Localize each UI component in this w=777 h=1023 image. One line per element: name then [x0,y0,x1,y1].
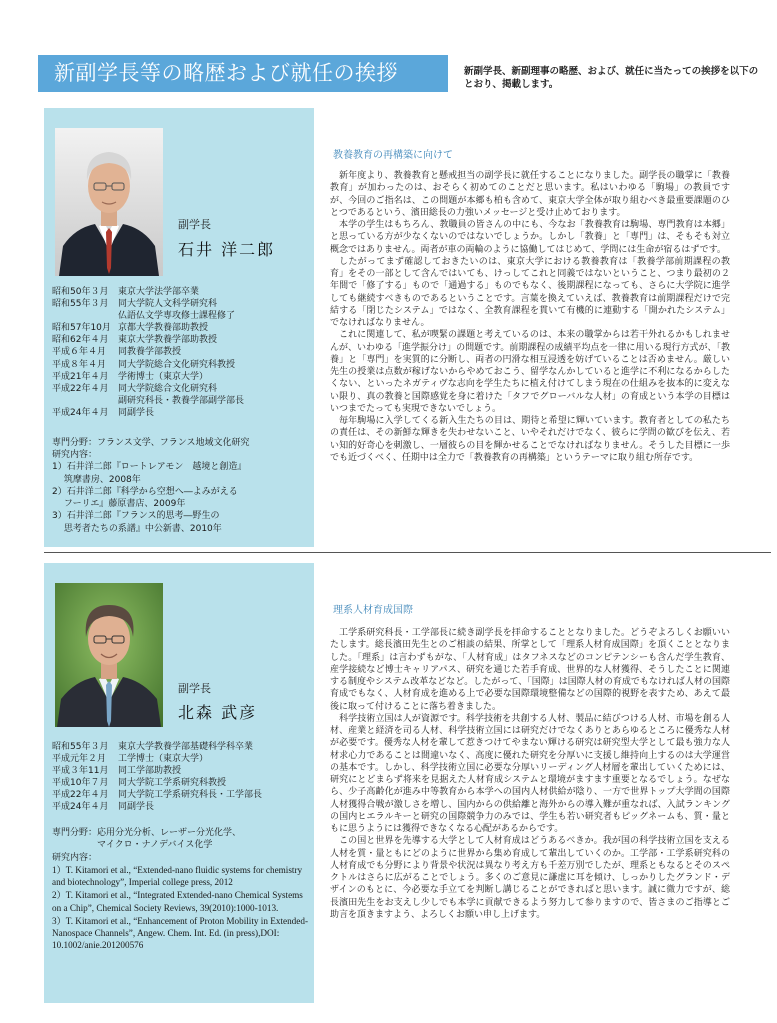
greeting-body-2 [330,627,730,1007]
career-text: 同教養学部教授 [118,347,182,358]
research-label: 研究内容： [52,853,98,863]
career-date [52,310,118,322]
career-row [52,765,262,777]
paragraph: これに関連して、私が喫緊の課題と考えているのは、本来の職掌からは若干外れるかもしれませんが、いわゆる「進学振分け」の問題です。前期課程の成績平均点を一律に用いる現行方式が、「教養」と「専門」を実質的に分断し、両者の円滑な相互浸透を妨げていることは否めません。厳しい先生の授業は点数が稼げないからやめておこう、留学なんかしていると進学に不利になるからしたくない、といったネガティヴな志向を学生たちに植え付けてしまう現在の仕組みを抜本的に変えない限り、真の教養と国際感覚を身に着けた「タフでグローバルな人材」の育成という本学の目標はいつまでたっても実現できないでしょう。 [330,330,730,414]
career-text: 東京大学教養学部基礎科学科卒業 [118,742,254,752]
research-item: 3）石井洋二郎『フランス的思考―野生の 思考者たちの系譜』中公新書、2010年 [52,511,222,534]
career-date [52,395,118,407]
career-date: 昭和62年４月 [52,335,109,346]
career-row [52,286,244,298]
career-date: 昭和57年10月 [52,323,111,334]
career-row [52,383,244,395]
career-text: 同大学院総合文化研究科 [118,383,218,394]
paragraph: 本学の学生はもちろん、教職員の皆さんの中にも、今なお「教養教育は駒場、専門教育は本郷」と思っている方が少なくないのではないでしょうか。しかし「教養」と「専門」は、そもそも対立概念ではありません。両者が車の両輪のように協働してはじめて、学問には生命が宿るはずです。 [330,220,730,255]
research-item: 1）石井洋二郎『ロートレアモン 越境と創造』 筑摩書房、2008年 [52,462,247,485]
research-item: 3）T. Kitamori et al., “Enhancement of Proton Mobility in Extended-Nanospace Channels”, Angew. Chem. Int. Ed. (in press),DOI: 10.1002/anie.201200576 [52,915,308,950]
research-item: 2）石井洋二郎『科学から空想へ―よみがえる フーリエ』藤原書店、2009年 [52,486,238,510]
career-date: 平成６年４月 [52,347,107,358]
profile-panel-kitamori [44,563,314,1003]
career-text: 同副学長 [118,802,155,813]
career-row [52,777,262,789]
career-row [52,741,262,753]
career-text: 学術博士（東京大学） [118,371,209,382]
research-item: 2）T. Kitamori et al., “Integrated Extended-nano Chemical Systems on a Chip”, Chemical Society Reviews, 39(2010):1000-1013. [52,890,303,913]
career-row [52,801,262,813]
field-of-study: 専門分野：応用分光分析、レーザー分光化学、 マイクロ・ナノデバイス化学 [52,828,242,851]
section-title-2: 理系人材育成国際 [333,605,413,616]
profile-role: 副学長 [178,682,211,695]
profile-role: 副学長 [178,218,211,231]
career-date: 昭和55年３月 [52,742,109,752]
profile-panel-ishii [44,108,314,547]
career-text: 同副学長 [118,407,155,418]
career-row [52,310,244,322]
career-date: 平成元年２月 [52,754,107,765]
portrait-photo-ishii [55,128,163,276]
career-row [52,346,244,358]
career-row [52,371,244,383]
career-text: 同大学院人文科学研究科 [118,299,218,310]
career-text: 東京大学教養学部助教授 [118,335,218,346]
career-date: 平成21年４月 [52,371,109,382]
research-list [52,852,308,952]
paragraph: したがってまず確認しておきたいのは、東京大学における教養教育は「教養学部前期課程の教育」をその一部として含んではいても、けっしてこれと同義ではないということ、つまり最初の２年間で「修了する」もので「通過する」ものでもなく、後期課程になっても、さらに大学院に進学しても継続すべきものであるということです。言葉を換えていえば、教養教育は前期課程だけで完結する「閉じたシステム」ではなく、全教育課程を貫いて有機的に連動する「開かれたシステム」でなければなりません。 [330,256,730,328]
paragraph: 科学技術立国は人が資源です。科学技術を共創する人材、製品に結びつける人材、市場を創る人材、産業と経済を司る人材、科学技術立国には研究だけでなくありとあらゆるところに優秀な人材が必要です。優秀な人材を輩して惹きつけてやまない輝ける研究は研究型大学として最も強力な人材求心力であることは間違いなく、高度に優れた研究を分厚いに支援し維持向上するのは大学運営の基本です。しかし、科学技術立国に必要な分厚いリーディング人材層を輩出していくためには、研究にとどまらず将来を見据えた人材育成システムと環境がますます重要となるでしょう。なぜなら、少子高齢化が進み中等教育から本学への国内人材供給が陰り、一方で世界トップ大学間の国際人材獲得合戦が激しさを増し、国内からの供給離と海外からの導入難が重なれば、入試ランキングの国内ヒエラルキーと研究の国際競争力のみでは、学生も若い研究者もピッグネームも、質・量ともに思うようには獲得できなくなる心配があるからです。 [330,713,730,834]
career-list [52,286,244,419]
page-title-banner: 新副学長等の略歴および就任の挨拶 [38,55,448,92]
portrait-photo-kitamori [55,583,163,727]
career-row [52,407,244,419]
intro-text: 新副学長、新副理事の略歴、および、就任に当たっての挨拶を以下のとおり、掲載します。 [464,66,759,90]
career-date: 平成22年４月 [52,790,109,801]
career-text: 京都大学教養部助教授 [118,323,209,334]
career-row [52,789,262,801]
career-text: 副研究科長・教養学部副学部長 [118,395,245,406]
research-label: 研究内容： [52,450,98,460]
section-title-1: 教養教育の再構築に向けて [333,150,453,161]
career-date: 平成10年７月 [52,778,109,789]
career-date: 平成３年11月 [52,766,109,777]
career-date: 平成24年４月 [52,802,109,813]
career-row [52,395,244,407]
profile-name: 石井 洋二郎 [178,240,276,259]
career-date: 昭和50年３月 [52,287,109,297]
paragraph: 毎年駒場に入学してくる新入生たちの目は、期待と希望に輝いています。教育者としての私たちの責任は、その新鮮な輝きを失わせないこと、いやそれだけでなく、彼らに学問の歓びを伝え、若い知的好奇心を刺激し、一層彼らの目を輝かせることでなければなりません。そうした目標に一歩でも近づくべく、任期中は全力で「教養教育の再構築」というテーマに取り組む所存です。 [330,416,730,463]
paragraph: この国と世界を先導する大学として人材育成はどうあるべきか。我が国の科学技術立国を支える人材を質・量ともにどのように世界から集め育成して輩出していくのか。工学部・工学系研究科の人材育成でも分野により背景や状況は異なり考え方も千差万別でしたが、理系ともなるとそのスペクトルはさらに広がることでしょう。多くのご意見に謙虚に耳を傾け、しっかりしたグランド・デザインのもとに、今必要な手立てを判断し講じることができればと思います。誠に微力ですが、総長濱田先生をお支えし少しでも本学に貢献できるよう努力して参りますので、皆さまのご指導とご助言を頂きますよう、よろしくお願い申し上げます。 [330,836,730,920]
career-row [52,753,262,765]
career-row [52,322,244,334]
career-row [52,298,244,310]
career-date: 平成８年４月 [52,359,107,370]
career-text: 同大学院総合文化研究科教授 [118,359,236,370]
career-text: 工学博士（東京大学） [118,754,209,765]
research-list [52,449,308,535]
career-date: 平成24年４月 [52,407,109,418]
career-date: 平成22年４月 [52,383,109,394]
section-divider [44,552,771,553]
career-list [52,741,262,814]
career-text: 同大学院工学系研究科教授 [118,778,227,789]
career-row [52,334,244,346]
career-text: 同工学部助教授 [118,766,182,777]
profile-name: 北森 武彦 [178,703,258,722]
greeting-body-1 [330,170,730,540]
career-date: 昭和55年３月 [52,299,109,310]
career-text: 同大学院工学系研究科長・工学部長 [118,790,263,801]
career-text: 東京大学法学部卒業 [118,287,200,297]
paragraph: 新年度より、教養教育と懸戒担当の副学長に就任することになりました。副学長の職掌に「教養教育」が加わったのは、おそらく初めてのことだと思います。私はいわゆる「駒場」の教員ですが、今回のご指名は、この問題が本郷も柏も含めて、東京大学全体が取り組むべき最重要課題のひとつであるという、濱田総長の力強いメッセージと受け止めております。 [330,171,730,218]
research-item: 1）T. Kitamori et al., “Extended-nano fluidic systems for chemistry and biotechnology”, Imperial college press, 2012 [52,865,303,888]
career-text: 仏語仏文学専攻修士課程修了 [118,311,236,322]
paragraph: 工学系研究科長・工学部長に続き副学長を拝命することとなりました。どうぞよろしくお願いいたします。総長濱田先生とのご相談の結果、所掌として「理系人材育成国際」を頂くこととなりました。「理系」は言わずもがな、「人材育成」はタフネスなどのコンピテンシーも含んだ学生教育、産学接続など博士キャリアパス、研究を通じた若手育成、世界的な人材獲得、そうしたことに関連する制度やシステム改革などなど。したがって、「国際」は国際人材の育成でもなければ人材の国際育成でもなく、人材育成を進める上で必要な国際環境整備などの国際的視野を表すため、あえて最後に取って付けることに落ち着きました。 [330,628,730,712]
career-row [52,359,244,371]
field-of-study: 専門分野：フランス文学、フランス地域文化研究 [52,438,250,448]
